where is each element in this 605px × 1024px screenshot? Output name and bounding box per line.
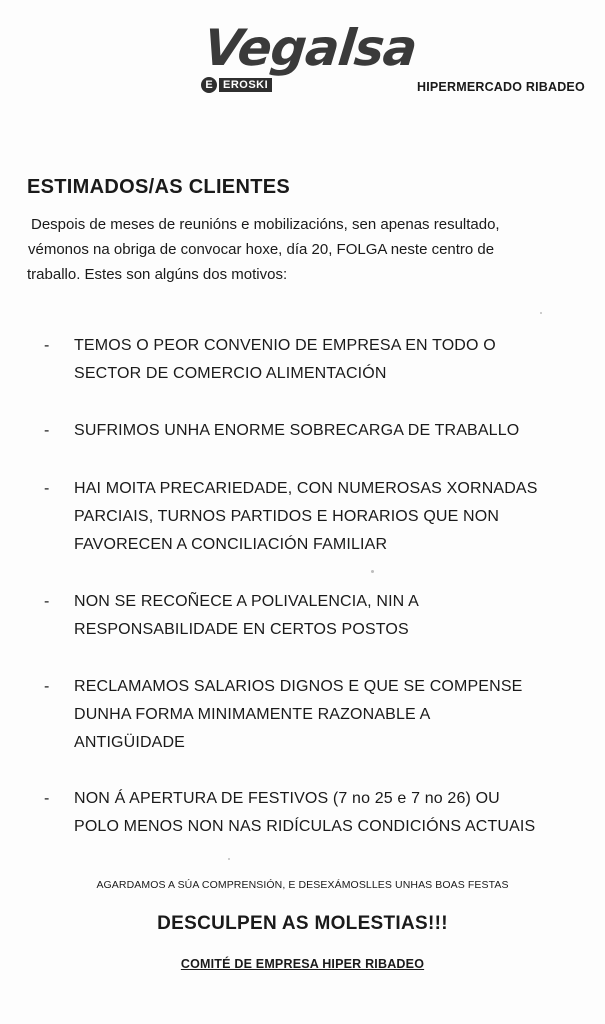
bullet-dash: -	[44, 790, 50, 807]
eroski-e-icon: E	[201, 77, 217, 93]
intro-paragraph	[27, 212, 575, 287]
motive-line: PARCIAIS, TURNOS PARTIDOS E HORARIOS QUE NON	[74, 508, 500, 525]
intro-line: Despois de meses de reunións e mobilizacións, sen apenas resultado,	[31, 216, 500, 233]
motive-line: FAVORECEN A CONCILIACIÓN FAMILIAR	[74, 536, 388, 553]
intro-line: vémonos na obriga de convocar hoxe, día 20, FOLGA neste centro de	[28, 241, 495, 258]
motive-text	[74, 417, 589, 445]
closing-wish: AGARDAMOS A SÚA COMPRENSIÓN, E DESEXÁMOSLLES UNHAS BOAS FESTAS	[96, 879, 509, 891]
bullet-dash: -	[44, 593, 50, 610]
motive-text	[74, 785, 589, 841]
motive-line: SUFRIMOS UNHA ENORME SOBRECARGA DE TRABALLO	[74, 422, 520, 439]
motive-line: DUNHA FORMA MINIMAMENTE RAZONABLE A	[74, 706, 431, 723]
bullet-dash: -	[44, 480, 50, 497]
motive-line: TEMOS O PEOR CONVENIO DE EMPRESA EN TODO O	[74, 337, 496, 354]
intro-line: traballo. Estes son algúns dos motivos:	[27, 266, 288, 283]
bullet-dash: -	[44, 337, 50, 354]
logo-wordmark: Vegalsa	[200, 19, 420, 77]
motive-line: ANTIGÜIDADE	[74, 734, 185, 751]
motive-text	[74, 475, 589, 559]
store-name: HIPERMERCADO RIBADEO	[417, 80, 585, 94]
eroski-badge	[201, 76, 272, 93]
motive-text	[74, 332, 589, 388]
motive-line: RESPONSABILIDADE EN CERTOS POSTOS	[74, 621, 409, 638]
scan-speck	[228, 858, 230, 860]
eroski-brand-label: EROSKI	[219, 78, 272, 92]
bullet-dash: -	[44, 422, 50, 439]
apology-heading: DESCULPEN AS MOLESTIAS!!!	[157, 913, 448, 934]
motive-line: POLO MENOS NON NAS RIDÍCULAS CONDICIÓNS ACTUAIS	[74, 818, 536, 835]
bullet-dash: -	[44, 678, 50, 695]
committee-signature: COMITÉ DE EMPRESA HIPER RIBADEO	[180, 957, 425, 971]
motive-text	[74, 673, 589, 757]
motive-line: HAI MOITA PRECARIEDADE, CON NUMEROSAS XORNADAS	[74, 480, 538, 497]
scan-speck	[371, 570, 374, 573]
vegalsa-eroski-logo	[196, 18, 420, 98]
motive-line: SECTOR DE COMERCIO ALIMENTACIÓN	[74, 365, 387, 382]
motive-line: NON Á APERTURA DE FESTIVOS (7 no 25 e 7 no 26) OU	[74, 790, 500, 807]
motive-line: RECLAMAMOS SALARIOS DIGNOS E QUE SE COMPENSE	[74, 678, 523, 695]
notice-heading: ESTIMADOS/AS CLIENTES	[27, 176, 290, 198]
motive-line: NON SE RECOÑECE A POLIVALENCIA, NIN A	[74, 593, 419, 610]
motive-text	[74, 588, 589, 644]
scan-speck	[540, 312, 542, 314]
